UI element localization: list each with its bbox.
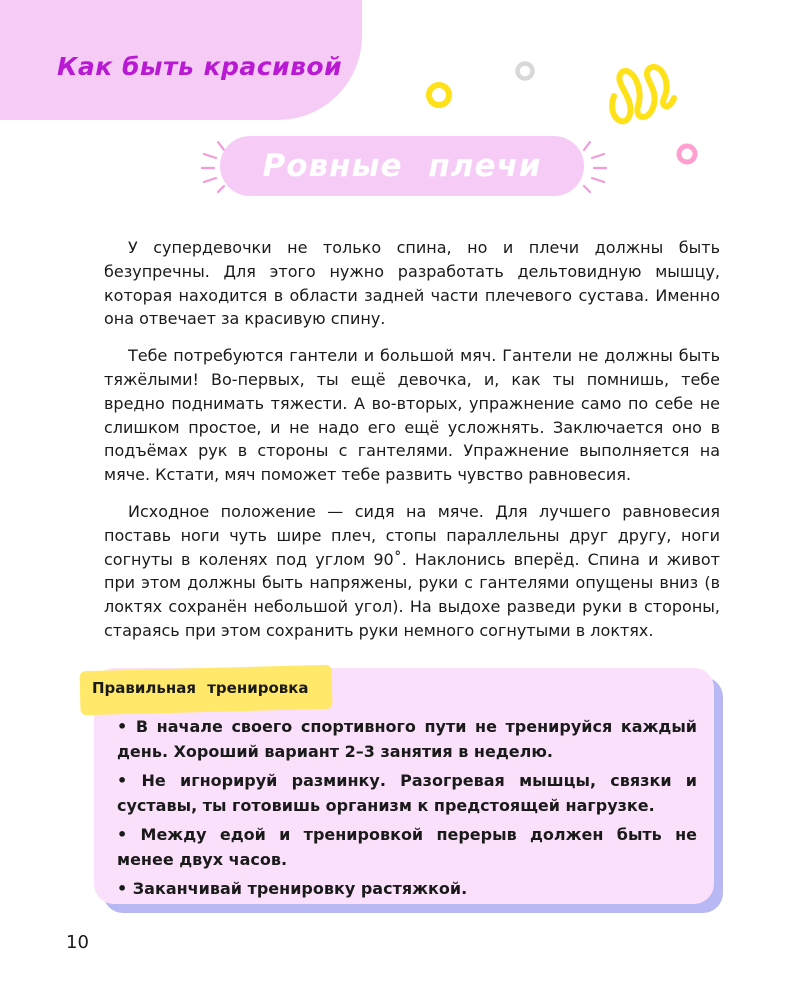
pink-ring-icon [674,141,700,167]
page-number: 10 [66,932,89,953]
list-item: • В начале своего спортивного пути не тренируйся каждый день. Хороший вариант 2–3 занятия в неделю. [117,715,697,764]
tip-label: Правильная тренировка [92,679,309,697]
paragraph: Тебе потребуются гантели и большой мяч. Гантели не должны быть тяжёлыми! Во-первых, ты ещё девочка, и, как ты помнишь, тебе вредно поднимать тяжести. А во-вторых, упражнение само по себе не слишком простое, и не надо его ещё усложнять. Заключается оно в подъёмах рук в стороны с гантелями. Упражнение выполняется на мяче. Кстати, мяч поможет тебе развить чувство равновесия. [104,346,720,485]
chapter-title: Как быть красивой [57,52,343,81]
list-item: • Не игнорируй разминку. Разогревая мышцы, связки и суставы, ты готовишь организм к предстоящей нагрузке. [117,769,697,818]
article-body [104,236,720,656]
paragraph: Исходное положение — сидя на мяче. Для лучшего равновесия поставь ноги чуть шире плеч, стопы параллельны друг другу, ноги согнуты в коленях под углом 90˚. Наклонись вперёд. Спина и живот при этом должны быть напряжены, руки с гантелями опущены вниз (в локтях сохранён небольшой угол). На выдохе разведи руки в стороны, стараясь при этом сохранить руки немного согнутыми в локтях. [104,501,720,640]
yellow-squiggle-icon [604,58,684,138]
list-item: • Заканчивай тренировку растяжкой. [117,877,697,902]
paragraph: У супердевочки не только спина, но и плечи должны быть безупречны. Для этого нужно разработать дельтовидную мышцу, которая находится в области задней части плечевого сустава. Именно она отвечает за красивую спину. [104,238,720,329]
tip-list [117,715,697,907]
gray-ring-icon [512,58,538,84]
yellow-ring-icon [422,78,456,112]
section-heading-pill [220,136,584,196]
section-title: Ровные плечи [262,148,542,184]
list-item: • Между едой и тренировкой перерыв должен быть не менее двух часов. [117,823,697,872]
